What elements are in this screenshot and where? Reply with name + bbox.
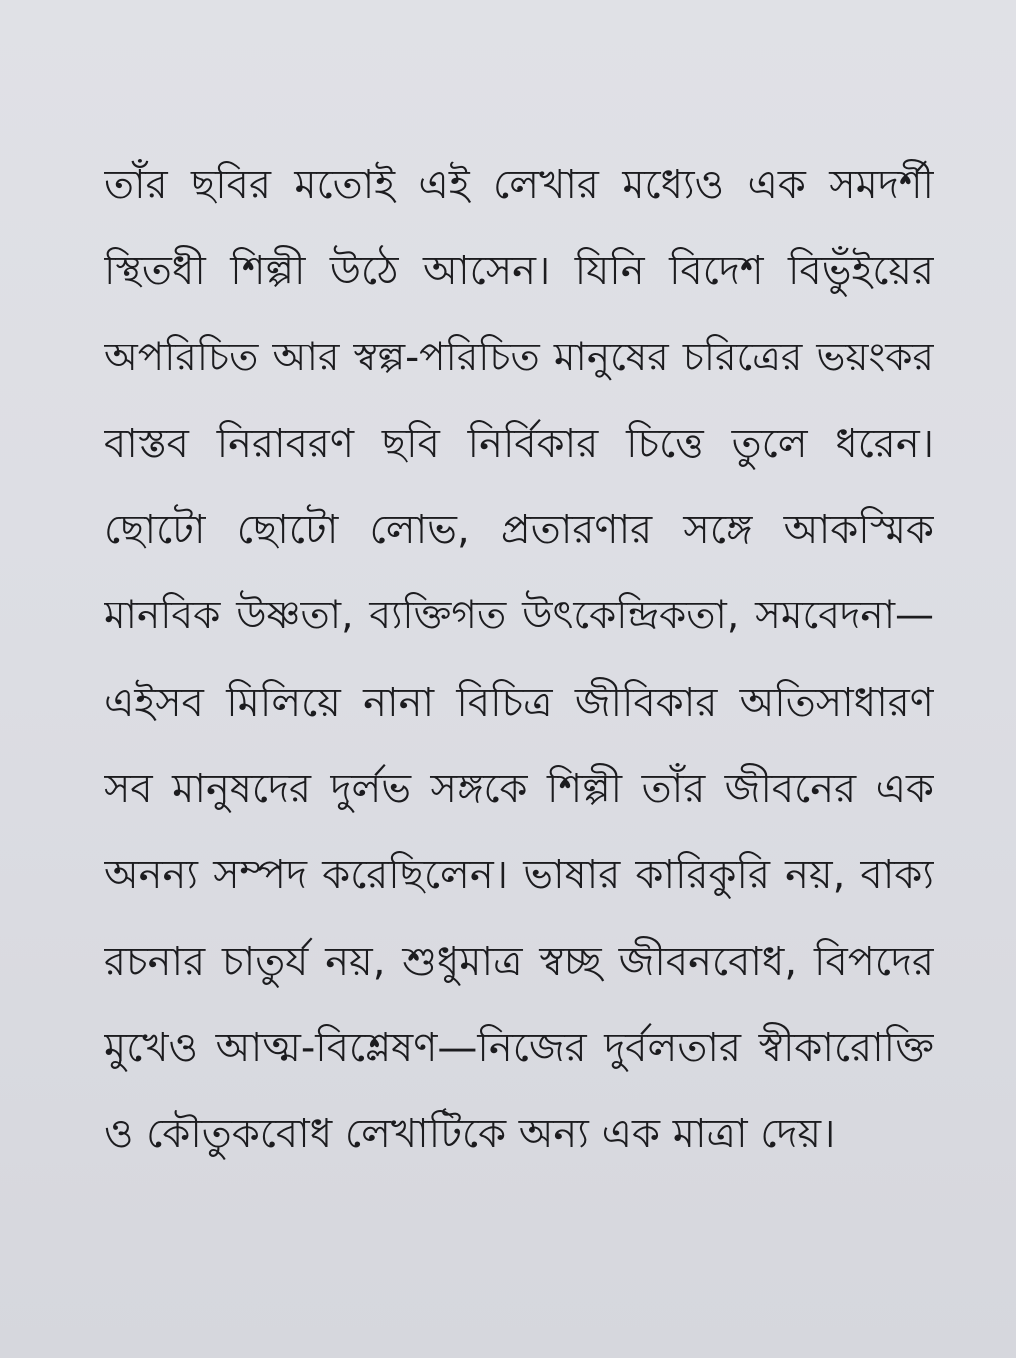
text-line-3: অপরিচিত আর স্বল্প-পরিচিত মানুষের চরিত্রের ভয়ংকর <box>104 334 934 380</box>
text-line-7: এইসব মিলিয়ে নানা বিচিত্র জীবিকার অতিসাধারণ <box>104 679 934 726</box>
text-line-12: ও কৌতুকবোধ লেখাটিকে অন্য এক মাত্রা দেয়। <box>104 1111 836 1158</box>
text-line-10: রচনার চাতুর্য নয়, শুধুমাত্র স্বচ্ছ জীবনবোধ, বিপদের <box>104 938 934 985</box>
text-line-1: তাঁর ছবির মতোই এই লেখার মধ্যেও এক সমদর্শী <box>104 162 934 208</box>
text-line-6: মানবিক উষ্ণতা, ব্যক্তিগত উৎকেন্দ্রিকতা, সমবেদনা— <box>104 593 934 639</box>
text-line-8: সব মানুষদের দুর্লভ সঙ্গকে শিল্পী তাঁর জীবনের এক <box>104 766 934 813</box>
text-line-5: ছোটো ছোটো লোভ, প্রতারণার সঙ্গে আকস্মিক <box>104 507 934 554</box>
text-line-4: বাস্তব নিরাবরণ ছবি নির্বিকার চিত্তে তুলে ধরেন। <box>104 420 934 467</box>
text-line-9: অনন্য সম্পদ করেছিলেন। ভাষার কারিকুরি নয়, বাক্য <box>104 852 934 899</box>
body-paragraph <box>104 150 934 1186</box>
text-line-11: মুখেও আত্ম-বিশ্লেষণ—নিজের দুর্বলতার স্বীকারোক্তি <box>104 1024 934 1071</box>
text-line-2: স্থিতধী শিল্পী উঠে আসেন। যিনি বিদেশ বিভুঁইয়ের <box>104 248 934 295</box>
